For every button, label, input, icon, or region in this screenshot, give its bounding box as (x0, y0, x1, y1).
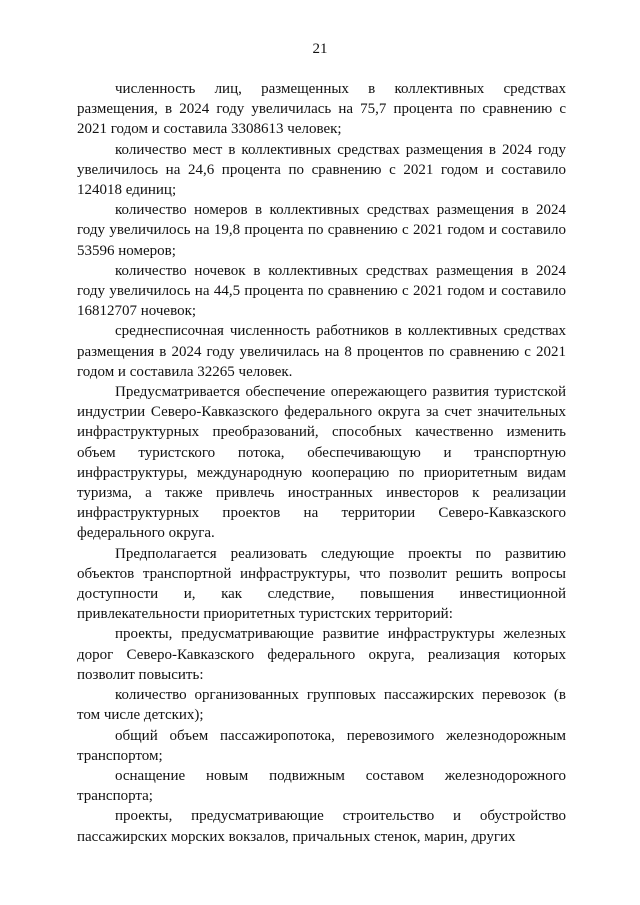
paragraph: проекты, предусматривающие строительство и обустройство пассажирских морских вокзалов, причальных стенок, марин, других (77, 808, 566, 845)
page-number: 21 (312, 41, 328, 57)
paragraph: количество ночевок в коллективных средствах размещения в 2024 году увеличилось на 44,5 процента по сравнению с 2021 годом и составило 16812707 ночевок; (77, 262, 566, 320)
paragraph: количество организованных групповых пассажирских перевозок (в том числе детских); (77, 687, 566, 724)
paragraph: Предполагается реализовать следующие проекты по развитию объектов транспортной инфраструктуры, что позволит решить вопросы доступности и, как следствие, повышения инвестиционной привлекательности приоритетных туристских территорий: (77, 545, 566, 623)
paragraph: общий объем пассажиропотока, перевозимого железнодорожным транспортом; (77, 727, 566, 764)
paragraph: среднесписочная численность работников в коллективных средствах размещения в 2024 году увеличилась на 8 процентов по сравнению с 2021 годом и составила 32265 человек. (77, 323, 566, 380)
paragraph: количество номеров в коллективных средствах размещения в 2024 году увеличилось на 19,8 процента по сравнению с 2021 годом и составило 53596 номеров; (77, 202, 566, 259)
paragraph: численность лиц, размещенных в коллективных средствах размещения, в 2024 году увеличилась на 75,7 процента по сравнению с 2021 годом и составила 3308613 человек; (77, 81, 566, 138)
paragraph: количество мест в коллективных средствах размещения в 2024 году увеличилось на 24,6 процента по сравнению с 2021 годом и составило 124018 единиц; (77, 141, 566, 199)
paragraph: оснащение новым подвижным составом железнодорожного транспорта; (77, 767, 566, 805)
paragraph: проекты, предусматривающие развитие инфраструктуры железных дорог Северо-Кавказского федерального округа, реализация которых позволит повысить: (77, 626, 566, 683)
paragraph: Предусматривается обеспечение опережающего развития туристской индустрии Северо-Кавказского федерального округа за счет значительных инфраструктурных преобразований, способных качественно изменить объем туристского потока, обеспечивающую и транспортную инфраструктуры, международную кооперацию по приоритетным видам туризма, а также привлечь иностранных инвесторов к реализации инфраструктурных проектов на территории Северо-Кавказского федерального округа. (77, 384, 566, 542)
body-text (77, 79, 566, 847)
